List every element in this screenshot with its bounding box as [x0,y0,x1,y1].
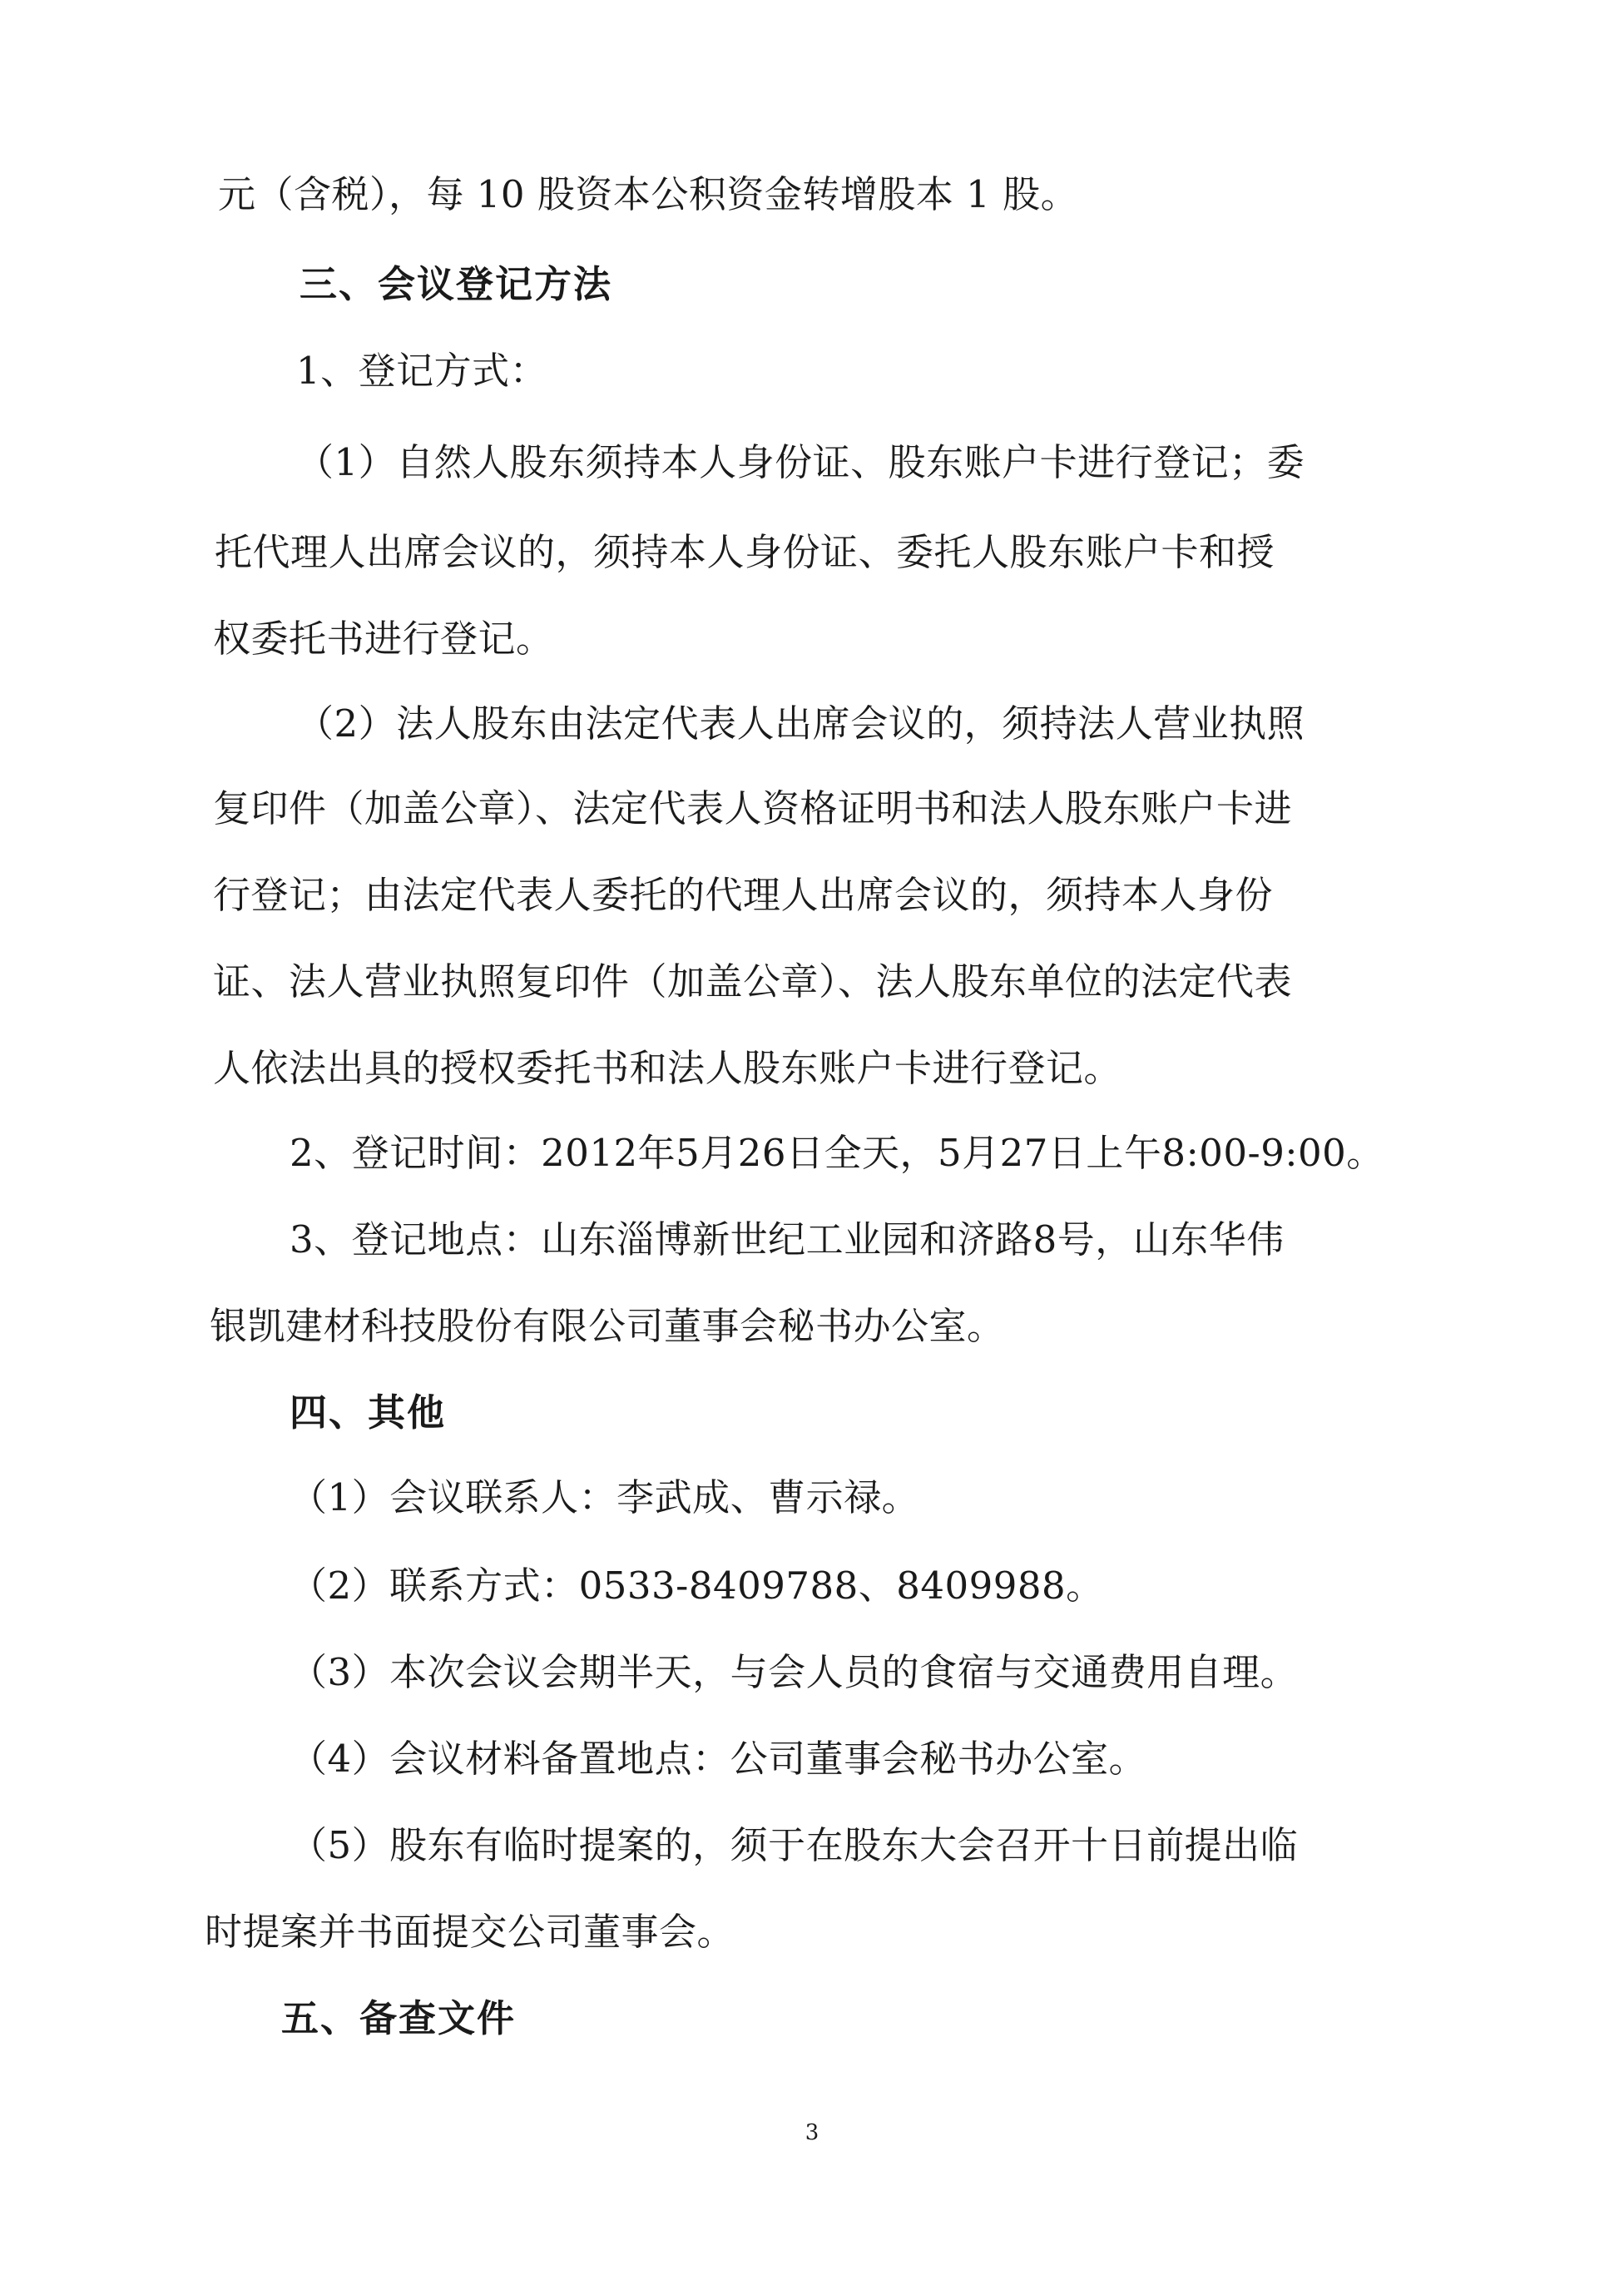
paragraph-line: （5）股东有临时提案的，须于在股东大会召开十日前提出临 [290,1823,1299,1867]
paragraph-line: 托代理人出席会议的，须持本人身份证、委托人股东账户卡和授 [215,530,1275,574]
paragraph-line: （2）法人股东由法定代表人出席会议的，须持法人营业执照 [296,701,1305,746]
section-heading-reference-docs: 五、备查文件 [281,1996,517,2040]
paragraph-line: （1）自然人股东须持本人身份证、股东账户卡进行登记；委 [296,440,1305,484]
paragraph-line: 银凯建材科技股份有限公司董事会秘书办公室。 [210,1304,1005,1348]
paragraph-line: 人依法出具的授权委托书和法人股东账户卡进行登记。 [213,1046,1122,1090]
paragraph-line: 2、登记时间：2012年5月26日全天，5月27日上午8:00-9:00。 [290,1131,1384,1175]
paragraph-line: 证、法人营业执照复印件（加盖公章）、法人股东单位的法定代表 [213,959,1293,1004]
paragraph-line: 权委托书进行登记。 [213,617,554,661]
paragraph-line: 复印件（加盖公章）、法定代表人资格证明书和法人股东账户卡进 [213,786,1293,830]
paragraph-line: （3）本次会议会期半天，与会人员的食宿与交通费用自理。 [290,1650,1299,1694]
section-heading-registration: 三、会议登记方法 [300,262,613,306]
paragraph-line: （4）会议材料备置地点：公司董事会秘书办公室。 [290,1737,1147,1781]
paragraph-line: 时提案并书面提交公司董事会。 [205,1910,735,1954]
paragraph-line: （1）会议联系人：李武成、曹示禄。 [290,1475,920,1519]
section-heading-other: 四、其他 [290,1390,447,1435]
paragraph-line: 3、登记地点：山东淄博新世纪工业园和济路8号，山东华伟 [290,1217,1285,1261]
paragraph-line: （2）联系方式：0533-8409788、8409988。 [290,1564,1104,1608]
paragraph-line: 行登记；由法定代表人委托的代理人出席会议的，须持本人身份 [213,873,1274,917]
paragraph-line: 元（含税），每 10 股资本公积资金转增股本 1 股。 [218,172,1079,216]
page-number: 3 [805,2120,819,2145]
paragraph-line: 1、登记方式： [296,349,548,393]
